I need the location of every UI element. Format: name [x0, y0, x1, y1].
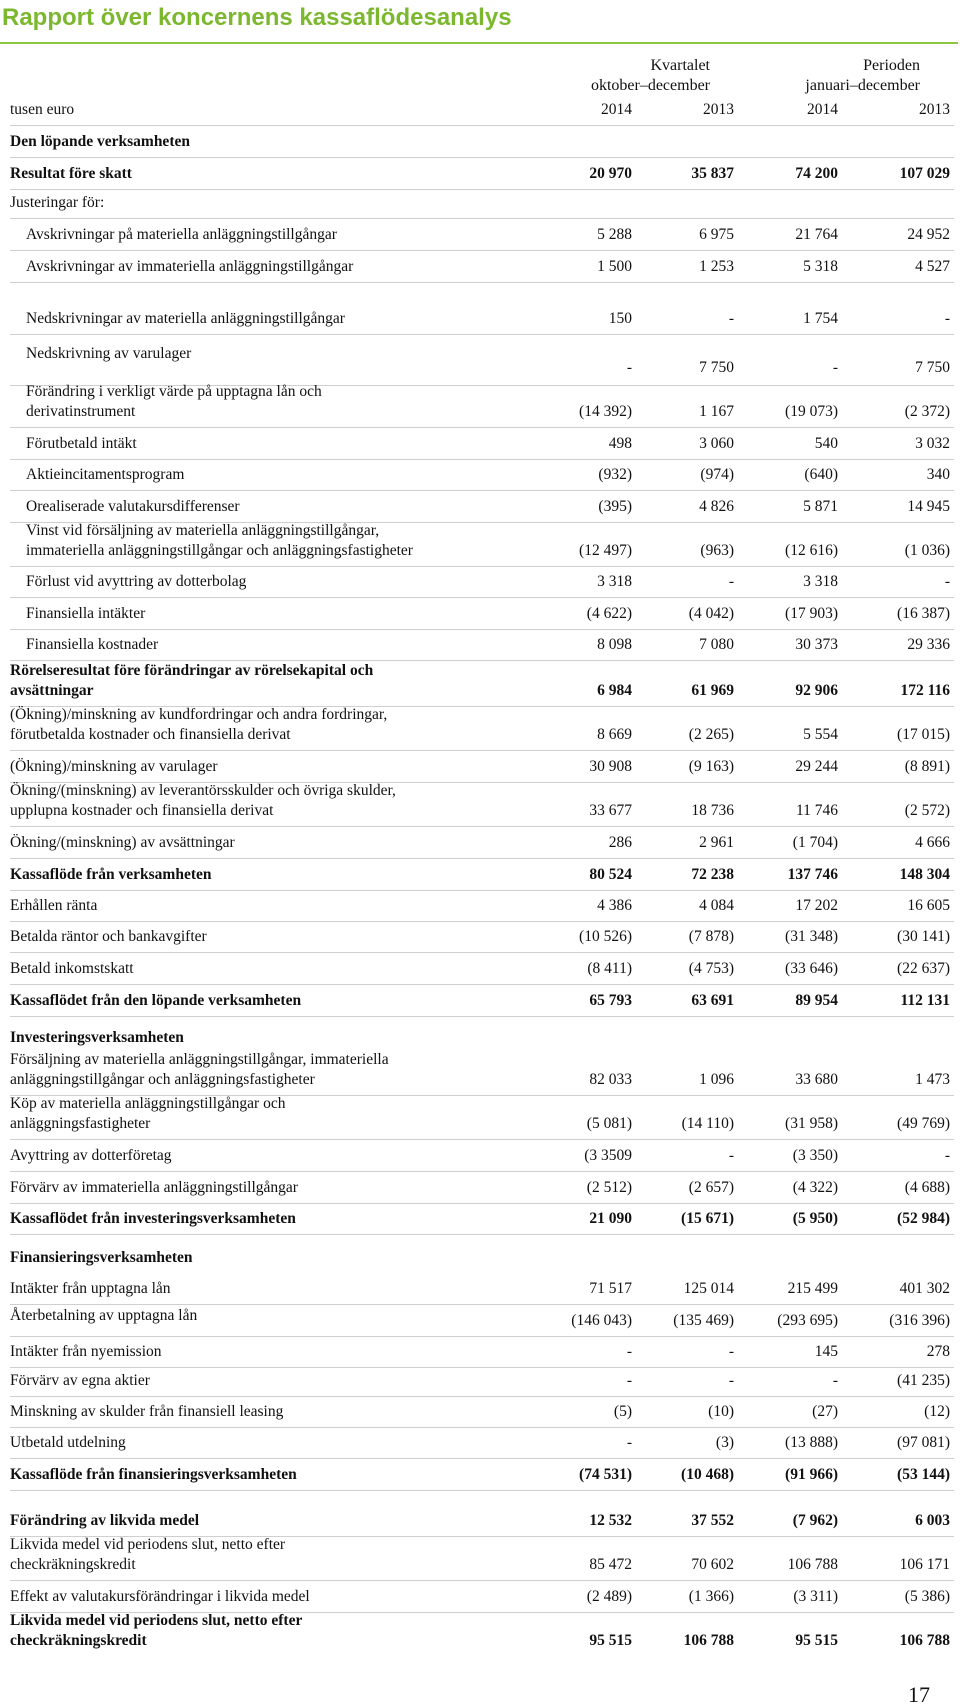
row-value: (4 753) [688, 960, 734, 977]
row-value: 74 200 [795, 165, 838, 182]
row-value: - [626, 1372, 632, 1389]
row-value: 148 304 [899, 866, 950, 883]
row-label-line: Likvida medel vid periodens slut, netto efter [10, 1612, 303, 1629]
row-value: 498 [608, 435, 632, 452]
row-label-line: Kassaflöde från finansieringsverksamheten [10, 1466, 297, 1483]
row-label-line: Avyttring av dotterföretag [10, 1147, 172, 1164]
row-value: 8 669 [597, 726, 632, 743]
row-value: (31 958) [785, 1115, 838, 1132]
row-value: 112 131 [900, 992, 950, 1009]
row-value: 6 984 [597, 682, 632, 699]
row-value: 4 666 [915, 834, 950, 851]
row-value: - [944, 310, 950, 327]
row-value: (293 695) [777, 1312, 838, 1329]
row-value: (1 366) [688, 1588, 734, 1605]
row-label-line: Avskrivningar av immateriella anläggningstillgångar [26, 258, 354, 275]
row-value: 145 [814, 1343, 838, 1360]
row-value: (1 036) [904, 542, 950, 559]
row-value: (13 888) [785, 1434, 838, 1451]
row-label-line: Likvida medel vid periodens slut, netto efter [10, 1536, 286, 1553]
row-value: 7 080 [699, 636, 734, 653]
row-value: (53 144) [897, 1466, 950, 1483]
row-value: 172 116 [900, 682, 950, 699]
row-label [10, 1611, 302, 1651]
row-value: (135 469) [673, 1312, 734, 1329]
row-value: (5 386) [904, 1588, 950, 1605]
page-number: 17 [908, 1682, 930, 1707]
row-label-line: Nedskrivning av varulager [26, 345, 192, 362]
row-value: (14 110) [681, 1115, 734, 1132]
row-value: 16 605 [907, 897, 950, 914]
row-label-line: upplupna kostnader och finansiella derivat [10, 802, 274, 819]
row-value: (49 769) [897, 1115, 950, 1132]
row-value: (12) [924, 1403, 950, 1420]
row-label-line: Avskrivningar på materiella anläggningstillgångar [26, 226, 337, 243]
row-label-line: Försäljning av materiella anläggningstillgångar, immateriella [10, 1051, 389, 1068]
row-value: 14 945 [907, 498, 950, 515]
row-value: 35 837 [691, 165, 734, 182]
row-label-line: Förvärv av egna aktier [10, 1372, 150, 1389]
row-label-line: Betalda räntor och bankavgifter [10, 928, 207, 945]
row-value: 1 167 [699, 403, 734, 420]
row-value: (33 646) [785, 960, 838, 977]
year-header: 2014 [601, 101, 632, 118]
row-value: 92 906 [795, 682, 838, 699]
row-value: 4 386 [597, 897, 632, 914]
row-value: 89 954 [795, 992, 838, 1009]
year-header: 2013 [919, 101, 950, 118]
row-value: 150 [608, 310, 632, 327]
row-label-line: (Ökning)/minskning av varulager [10, 758, 218, 775]
row-label-line: Förlust vid avyttring av dotterbolag [26, 573, 247, 590]
row-value: (4 688) [904, 1179, 950, 1196]
row-value: 30 908 [589, 758, 632, 775]
row-value: 17 202 [795, 897, 838, 914]
row-label-line: Betald inkomstskatt [10, 960, 134, 977]
row-value: (10) [708, 1403, 734, 1420]
row-value: 29 244 [795, 758, 838, 775]
row-label-line: Investeringsverksamheten [10, 1029, 184, 1046]
row-value: - [626, 1434, 632, 1451]
row-label-line: Utbetald utdelning [10, 1434, 126, 1451]
row-label-line: Den löpande verksamheten [10, 133, 190, 150]
row-label-line: Finansieringsverksamheten [10, 1249, 193, 1266]
row-value: (640) [804, 466, 838, 483]
row-value: (16 387) [897, 605, 950, 622]
row-value: (963) [700, 542, 734, 559]
row-value: 1 754 [803, 310, 838, 327]
row-value: 7 750 [699, 359, 734, 376]
row-value: 106 788 [683, 1632, 734, 1649]
row-value: 137 746 [787, 866, 838, 883]
row-label-line: Intäkter från nyemission [10, 1343, 162, 1360]
row-label-line: förutbetalda kostnader och finansiella derivat [10, 726, 291, 743]
row-value: 72 238 [691, 866, 734, 883]
row-label-line: immateriella anläggningstillgångar och anläggningsfastigheter [26, 542, 413, 559]
row-value: (3) [715, 1434, 734, 1451]
row-value: 21 764 [795, 226, 838, 243]
row-value: 340 [926, 466, 950, 483]
row-value: (4 322) [792, 1179, 838, 1196]
row-label-line: Orealiserade valutakursdifferenser [26, 498, 240, 515]
row-value: (74 531) [579, 1466, 632, 1483]
row-label-line: Minskning av skulder från finansiell leasing [10, 1403, 284, 1420]
row-label-line: anläggningsfastigheter [10, 1115, 151, 1132]
row-value: - [728, 1343, 734, 1360]
row-value: 30 373 [795, 636, 838, 653]
row-value: 37 552 [691, 1512, 734, 1529]
row-value: (52 984) [897, 1210, 950, 1227]
row-value: (19 073) [785, 403, 838, 420]
row-value: (8 411) [587, 960, 632, 977]
row-value: (12 497) [579, 542, 632, 559]
row-label-line: Justeringar för: [10, 194, 105, 211]
row-value: 80 524 [589, 866, 632, 883]
row-value: (2 657) [688, 1179, 734, 1196]
row-value: 5 554 [803, 726, 838, 743]
row-value: (10 526) [579, 928, 632, 945]
year-header: 2014 [807, 101, 838, 118]
row-value: (3 3509 [584, 1147, 632, 1164]
row-label-line: Effekt av valutakursförändringar i likvida medel [10, 1588, 310, 1605]
row-label-line: anläggningstillgångar och anläggningsfastigheter [10, 1071, 315, 1088]
column-group-sublabel: januari–december [805, 77, 920, 94]
row-value: 95 515 [795, 1632, 838, 1649]
row-value: 4 084 [699, 897, 734, 914]
row-value: 8 098 [597, 636, 632, 653]
row-value: 3 318 [597, 573, 632, 590]
row-value: (17 903) [785, 605, 838, 622]
row-label-line: (Ökning)/minskning av kundfordringar och andra fordringar, [10, 706, 388, 723]
row-value: (2 489) [586, 1588, 632, 1605]
row-value: (4 622) [586, 605, 632, 622]
row-value: - [728, 1372, 734, 1389]
row-value: 5 318 [803, 258, 838, 275]
row-value: - [832, 359, 838, 376]
row-value: (12 616) [785, 542, 838, 559]
row-value: 24 952 [907, 226, 950, 243]
row-value: (7 878) [688, 928, 734, 945]
row-value: 3 060 [699, 435, 734, 452]
row-value: (1 704) [792, 834, 838, 851]
row-value: 85 472 [589, 1556, 632, 1573]
row-value: 5 871 [803, 498, 838, 515]
row-value: (2 572) [904, 802, 950, 819]
row-label-line: checkräkningskredit [10, 1556, 136, 1573]
row-value: (17 015) [897, 726, 950, 743]
row-value: (395) [598, 498, 632, 515]
row-value: 215 499 [787, 1280, 838, 1297]
row-value: (31 348) [785, 928, 838, 945]
row-value: 401 302 [899, 1280, 950, 1297]
row-label-line: Förutbetald intäkt [26, 435, 137, 452]
row-value: - [728, 310, 734, 327]
row-value: (97 081) [897, 1434, 950, 1451]
row-value: 82 033 [589, 1071, 632, 1088]
row-value: 12 532 [589, 1512, 632, 1529]
column-group-sublabel: oktober–december [590, 77, 710, 94]
row-label-line: Rörelseresultat före förändringar av rörelsekapital och [10, 662, 374, 679]
row-value: 125 014 [683, 1280, 734, 1297]
row-value: 3 032 [915, 435, 950, 452]
row-value: 70 602 [691, 1556, 734, 1573]
row-value: (4 042) [688, 605, 734, 622]
row-value: 107 029 [899, 165, 950, 182]
row-value: 18 736 [691, 802, 734, 819]
row-value: 106 788 [899, 1632, 950, 1649]
row-label-line: Aktieincitamentsprogram [26, 466, 185, 483]
row-value: (146 043) [571, 1312, 632, 1329]
row-value: 71 517 [589, 1280, 632, 1297]
row-value: (5 081) [586, 1115, 632, 1132]
row-value: 3 318 [803, 573, 838, 590]
row-value: 4 527 [915, 258, 950, 275]
row-value: 20 970 [589, 165, 632, 182]
row-label-line: Nedskrivningar av materiella anläggningstillgångar [26, 310, 345, 327]
row-value: 6 975 [699, 226, 734, 243]
row-label-line: Kassaflödet från den löpande verksamheten [10, 992, 302, 1009]
row-label-line: Ökning/(minskning) av avsättningar [10, 834, 235, 851]
row-value: - [626, 1343, 632, 1360]
row-value: (974) [700, 466, 734, 483]
row-value: (9 163) [688, 758, 734, 775]
row-value: 540 [814, 435, 838, 452]
row-value: 106 788 [787, 1556, 838, 1573]
row-value: (5) [613, 1403, 632, 1420]
row-value: 5 288 [597, 226, 632, 243]
column-group-label: Perioden [863, 57, 920, 74]
row-value: (5 950) [792, 1210, 838, 1227]
row-label-line: Förvärv av immateriella anläggningstillgångar [10, 1179, 298, 1196]
row-value: (2 512) [586, 1179, 632, 1196]
page-title: Rapport över koncernens kassaflödesanalys [2, 4, 512, 31]
row-value: 6 003 [915, 1512, 950, 1529]
row-value: 4 826 [699, 498, 734, 515]
row-label-line: Förändring i verkligt värde på upptagna lån och [26, 383, 322, 400]
row-value: (22 637) [897, 960, 950, 977]
row-value: 29 336 [907, 636, 950, 653]
row-label-line: Förändring av likvida medel [10, 1512, 200, 1529]
row-value: 278 [926, 1343, 950, 1360]
row-value: 33 677 [589, 802, 632, 819]
row-label-line: Kassaflöde från verksamheten [10, 866, 212, 883]
row-value: (91 966) [785, 1466, 838, 1483]
unit-label: tusen euro [10, 101, 75, 118]
row-label-line: avsättningar [10, 682, 94, 699]
row-value: - [944, 573, 950, 590]
row-value: (14 392) [579, 403, 632, 420]
row-value: (27) [812, 1403, 838, 1420]
row-value: - [832, 1372, 838, 1389]
row-value: (2 372) [904, 403, 950, 420]
column-group-label: Kvartalet [650, 57, 710, 74]
year-header: 2013 [703, 101, 734, 118]
row-label-line: checkräkningskredit [10, 1632, 147, 1649]
row-value: (7 962) [792, 1512, 838, 1529]
row-value: (316 396) [889, 1312, 950, 1329]
row-value: (932) [598, 466, 632, 483]
row-value: - [626, 359, 632, 376]
row-value: 95 515 [589, 1632, 632, 1649]
row-label-line: Finansiella intäkter [26, 605, 146, 622]
row-value: 2 961 [699, 834, 734, 851]
row-value: 1 500 [597, 258, 632, 275]
row-value: 286 [608, 834, 632, 851]
row-value: - [728, 573, 734, 590]
row-value: 11 746 [795, 802, 838, 819]
row-label-line: Vinst vid försäljning av materiella anläggningstillgångar, [26, 522, 380, 539]
row-value: (3 350) [792, 1147, 838, 1164]
row-value: 7 750 [915, 359, 950, 376]
row-value: - [728, 1147, 734, 1164]
row-value: 65 793 [589, 992, 632, 1009]
row-value: (8 891) [904, 758, 950, 775]
row-value: 63 691 [691, 992, 734, 1009]
row-value: 106 171 [899, 1556, 950, 1573]
row-value: (15 671) [681, 1210, 734, 1227]
row-value: 33 680 [795, 1071, 838, 1088]
row-value: 61 969 [691, 682, 734, 699]
row-value: (10 468) [681, 1466, 734, 1483]
row-value: 21 090 [589, 1210, 632, 1227]
row-label-line: Resultat före skatt [10, 165, 132, 182]
row-value: - [944, 1147, 950, 1164]
row-value: 1 253 [699, 258, 734, 275]
row-label-line: Intäkter från upptagna lån [10, 1280, 171, 1297]
row-label-line: Erhållen ränta [10, 897, 98, 914]
row-label-line: Kassaflödet från investeringsverksamheten [10, 1210, 296, 1227]
row-value: (2 265) [688, 726, 734, 743]
row-label-line: Ökning/(minskning) av leverantörsskulder och övriga skulder, [10, 782, 396, 799]
row-label-line: Finansiella kostnader [26, 636, 159, 653]
row-value: 1 096 [699, 1071, 734, 1088]
row-value: 1 473 [915, 1071, 950, 1088]
row-value: (30 141) [897, 928, 950, 945]
row-label-line: Återbetalning av upptagna lån [10, 1307, 198, 1324]
row-label-line: Köp av materiella anläggningstillgångar och [10, 1095, 286, 1112]
row-label-line: derivatinstrument [26, 403, 136, 420]
row-value: (3 311) [793, 1588, 838, 1605]
row-value: (41 235) [897, 1372, 950, 1389]
